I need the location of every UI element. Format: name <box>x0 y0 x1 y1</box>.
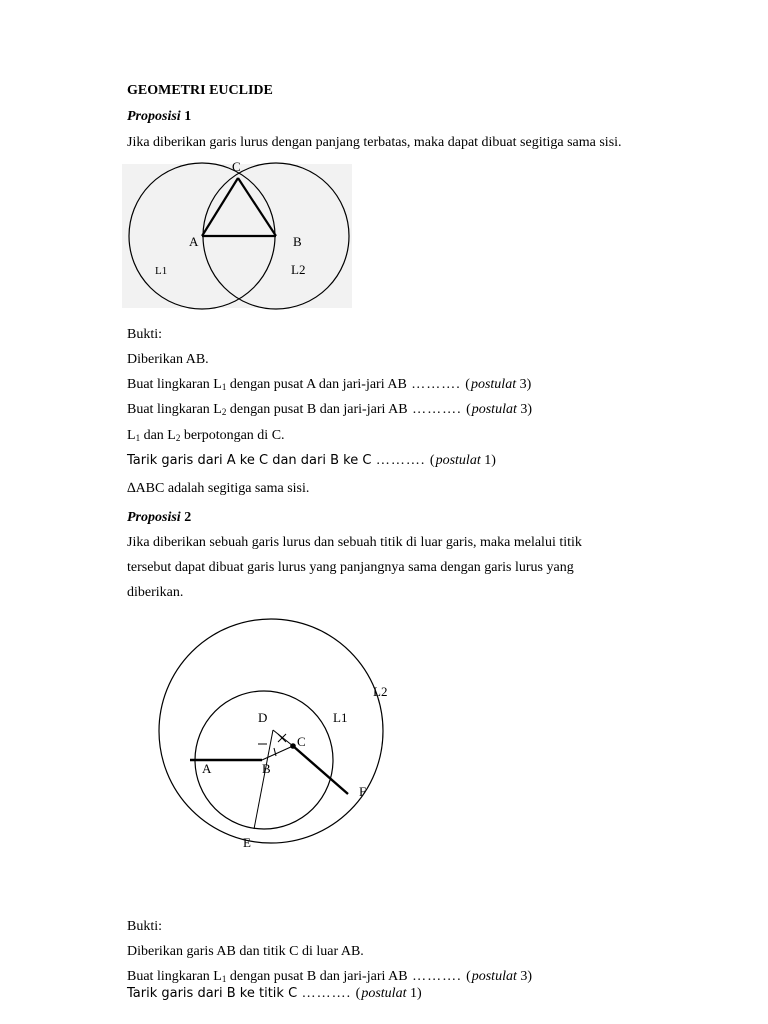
proof-2-step-2-postulat: postulat <box>471 969 517 984</box>
proof-2-step-3-postulat: postulat <box>361 986 407 1001</box>
proof-2-step-2-text-a: Buat lingkaran L <box>127 969 222 984</box>
step-2-sub: 1 <box>221 382 227 392</box>
step-2-dots: ………. ( <box>406 377 471 392</box>
page-title: GEOMETRI EUCLIDE <box>127 83 273 98</box>
step-4-text-b: dan L <box>140 428 176 443</box>
proof-2-step-2-dots: ………. ( <box>407 969 472 984</box>
proof-1-step-6: ∆ABC adalah segitiga sama sisi. <box>127 481 310 496</box>
label-l1: L1 <box>155 265 168 277</box>
step-3-num: 3) <box>516 402 533 417</box>
step-5-postulat: postulat <box>435 453 481 468</box>
step-2-num: 3) <box>516 377 532 392</box>
step-3-text-b: dengan pusat B dan jari-jari AB <box>226 402 408 417</box>
label-a: A <box>202 761 212 776</box>
label-l2: L2 <box>291 262 306 277</box>
proof-2-step-3 <box>127 985 422 1003</box>
proposition-1-label: Proposisi <box>127 109 181 124</box>
step-5-dots: ………. ( <box>371 453 436 468</box>
step-4-sub-2: 2 <box>175 433 181 443</box>
proof-2-step-1: Diberikan garis AB dan titik C di luar AB. <box>127 944 364 959</box>
step-3-postulat: postulat <box>471 402 517 417</box>
proof-1-heading: Bukti: <box>127 327 163 342</box>
step-4-text-c: berpotongan di C. <box>180 428 285 443</box>
proof-2-step-2-num: 3) <box>516 969 533 984</box>
proof-2-step-3-dots: ………. ( <box>297 986 362 1001</box>
step-4-text-a: L <box>127 428 136 443</box>
step-2-text-a: Buat lingkaran L <box>127 377 222 392</box>
proposition-2-statement-line-3: diberikan. <box>127 585 184 600</box>
proof-2-step-2-sub: 1 <box>221 974 227 984</box>
proof-2-step-2-text-b: dengan pusat B dan jari-jari AB <box>226 969 408 984</box>
label-c: C <box>232 159 241 174</box>
label-l1: L1 <box>333 710 348 725</box>
circle-l2-large <box>159 619 383 843</box>
step-2-text-b: dengan pusat A dan jari-jari AB <box>226 377 407 392</box>
proof-1-step-1: Diberikan AB. <box>127 352 209 367</box>
label-d: D <box>258 710 268 725</box>
proof-2-heading: Bukti: <box>127 919 163 934</box>
label-e: E <box>243 835 251 850</box>
point-c <box>290 743 296 749</box>
proof-2-step-3-num: 1) <box>406 986 422 1001</box>
proposition-2-statement-line-1: Jika diberikan sebuah garis lurus dan sebuah titik di luar garis, maka melalui titik <box>127 535 582 550</box>
step-4-sub-1: 1 <box>135 433 141 443</box>
label-b: B <box>293 234 302 249</box>
step-5-text: Tarik garis dari A ke C dan dari B ke C <box>127 453 372 468</box>
proposition-2-statement-line-2: tersebut dapat dibuat garis lurus yang panjangnya sama dengan garis lurus yang <box>127 560 574 575</box>
step-3-text-a: Buat lingkaran L <box>127 402 222 417</box>
line-de <box>254 730 273 829</box>
proposition-1-statement: Jika diberikan garis lurus dengan panjang terbatas, maka dapat dibuat segitiga sama sisi. <box>127 135 622 150</box>
segment-dc <box>273 730 293 746</box>
proposition-2-number: 2 <box>184 510 192 525</box>
step-5-num: 1) <box>480 453 496 468</box>
segment-cf <box>293 746 348 794</box>
label-l2: L2 <box>373 684 388 699</box>
proof-2-step-3-text: Tarik garis dari B ke titik C <box>127 986 298 1001</box>
segment-bc <box>262 746 293 760</box>
proposition-1-number: 1 <box>184 109 192 124</box>
label-c: C <box>297 734 306 749</box>
step-3-dots: ………. ( <box>407 402 472 417</box>
label-b: B <box>262 761 271 776</box>
label-f: F <box>359 784 367 799</box>
step-2-postulat: postulat <box>470 377 517 392</box>
step-3-sub: 2 <box>221 407 227 417</box>
label-a: A <box>189 234 199 249</box>
proposition-2-label: Proposisi <box>127 510 181 525</box>
